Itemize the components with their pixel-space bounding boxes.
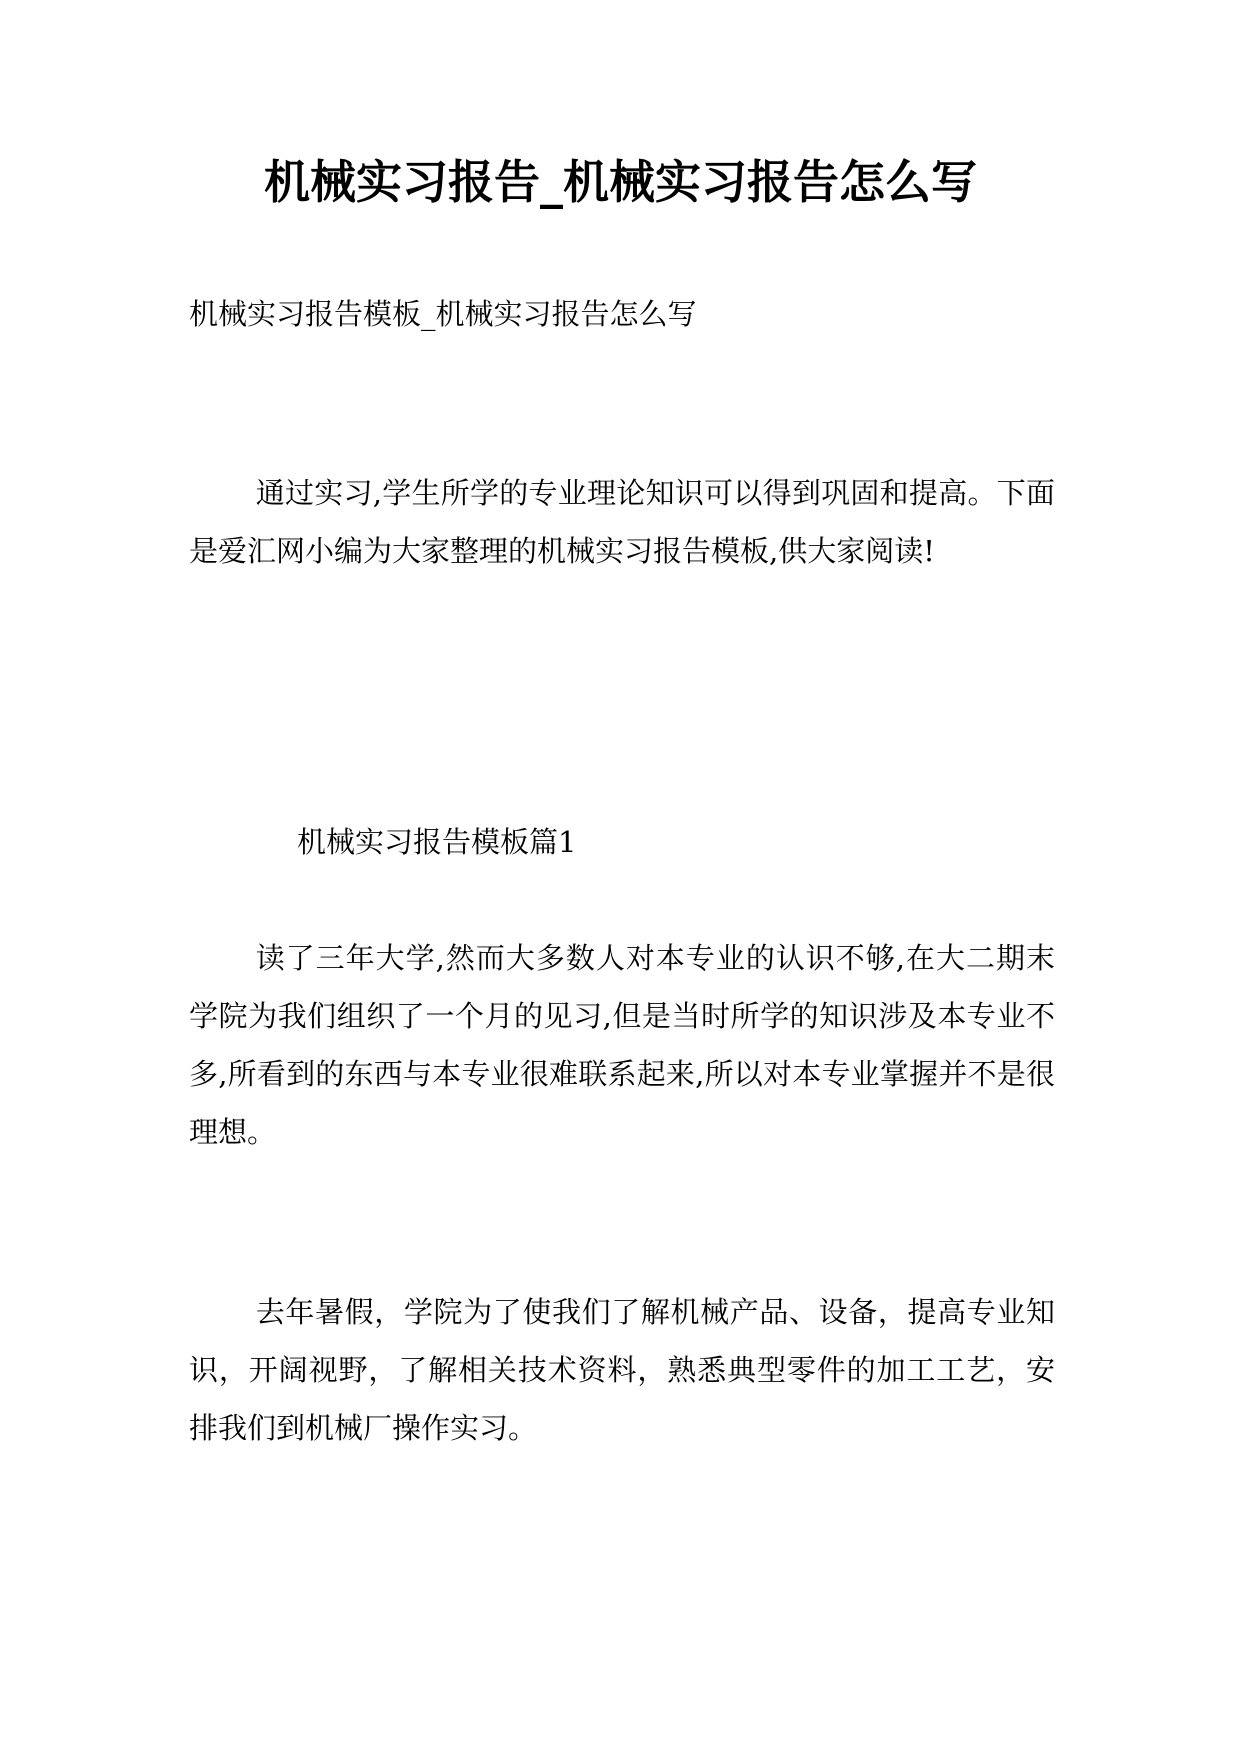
body-paragraph-2: 去年暑假，学院为了使我们了解机械产品、设备，提高专业知识，开阔视野，了解相关技术资料，熟悉典型零件的加工工艺，安排我们到机械厂操作实习。 bbox=[189, 1295, 1055, 1445]
document-title: 机械实习报告_机械实习报告怎么写 bbox=[264, 155, 977, 209]
section-heading: 机械实习报告模板篇1 bbox=[297, 825, 577, 859]
body-paragraph-1: 读了三年大学,然而大多数人对本专业的认识不够,在大二期末学院为我们组织了一个月的见习,但是当时所学的知识涉及本专业不多,所看到的东西与本专业很难联系起来,所以对本专业掌握并不是很理想。 bbox=[189, 941, 1055, 1149]
document-subtitle: 机械实习报告模板_机械实习报告怎么写 bbox=[189, 297, 697, 331]
intro-paragraph: 通过实习,学生所学的专业理论知识可以得到巩固和提高。下面是爱汇网小编为大家整理的机械实习报告模板,供大家阅读! bbox=[189, 476, 1055, 568]
